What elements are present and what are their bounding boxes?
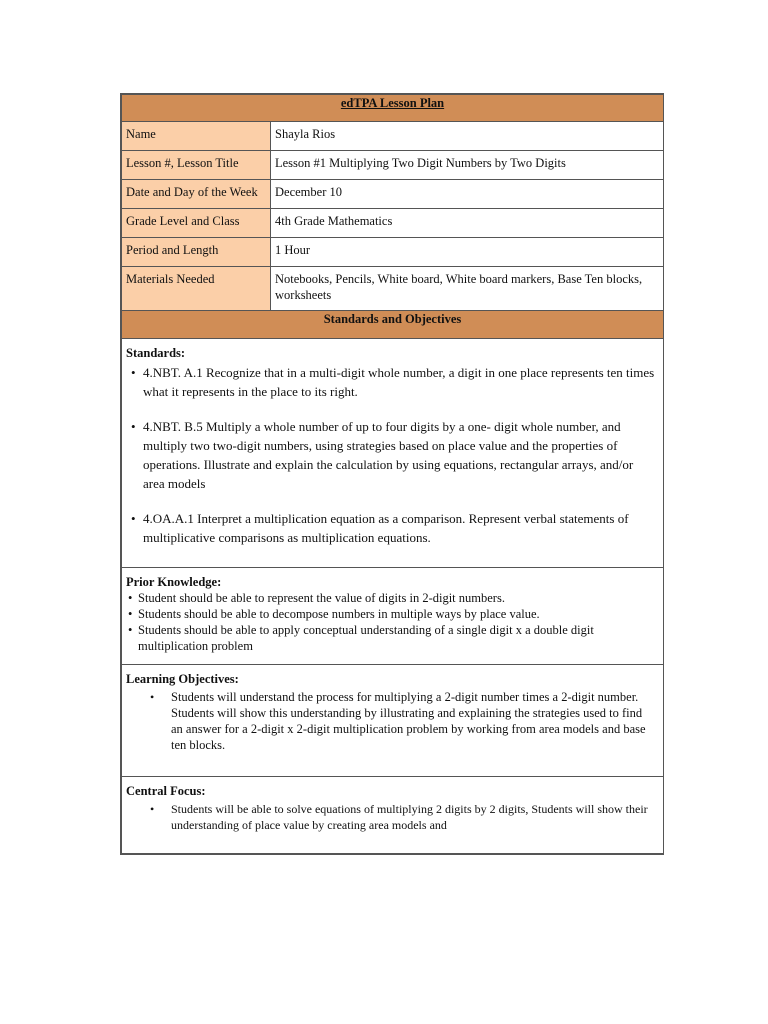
section-title: Learning Objectives: [126,672,239,686]
list-item: • Students will be able to solve equations of multiplying 2 digits by 2 digits, Students will show their understanding of place value by creating area models and [150,802,648,832]
central-focus-list [126,801,657,833]
standards-list [126,363,657,547]
list-item: • 4.NBT. B.5 Multiply a whole number of up to four digits by a one- digit whole number, and multiply two two-digit numbers, using strategies based on place value and the properties of operations. Illustrate and explain the calculation by using equations, rectangular arrays, and/or area models [131,419,634,491]
list-item: • Students should be able to apply conceptual understanding of a single digit x a double digit multiplication problem [128,623,594,653]
info-row-lesson [122,151,664,180]
bullet: • [131,419,136,434]
row-label: Materials Needed [122,267,271,311]
row-label: Name [122,122,271,151]
bullet: • [128,607,133,621]
bullet: • [150,802,155,816]
row-value: Shayla Rios [271,122,664,151]
row-value: Notebooks, Pencils, White board, White board markers, Base Ten blocks, worksheets [271,267,664,311]
bullet: • [128,591,133,605]
bullet: • [131,365,136,380]
row-label: Lesson #, Lesson Title [122,151,271,180]
row-value: 4th Grade Mathematics [271,209,664,238]
bullet: • [128,623,133,637]
standards-section [122,339,664,568]
list-item: • 4.NBT. A.1 Recognize that in a multi-digit whole number, a digit in one place represents ten times what it represents in the place to its right. [131,365,655,399]
row-label: Date and Day of the Week [122,180,271,209]
row-value: Lesson #1 Multiplying Two Digit Numbers by Two Digits [271,151,664,180]
learning-objectives-section [122,665,664,777]
info-row-date [122,180,664,209]
lesson-plan-table [121,94,664,854]
info-row-name [122,122,664,151]
prior-knowledge-list [126,590,657,654]
learning-objectives-list [126,689,657,753]
lesson-plan-document [120,93,664,855]
list-item: • Student should be able to represent the value of digits in 2-digit numbers. [128,591,505,605]
document-title: edTPA Lesson Plan [122,95,664,122]
info-row-grade [122,209,664,238]
section-title: Standards: [126,346,186,360]
info-row-period [122,238,664,267]
row-value: December 10 [271,180,664,209]
standards-objectives-header: Standards and Objectives [122,311,664,339]
list-item: • 4.OA.A.1 Interpret a multiplication equation as a comparison. Represent verbal statements of multiplicative comparisons as multiplication equations. [131,511,629,545]
row-value: 1 Hour [271,238,664,267]
central-focus-section [122,777,664,854]
info-row-materials [122,267,664,311]
prior-knowledge-section [122,568,664,665]
bullet: • [150,690,155,704]
section-title: Prior Knowledge: [126,575,222,589]
bullet: • [131,511,136,526]
section-title: Central Focus: [126,784,206,798]
list-item: • Students will understand the process for multiplying a 2-digit number times a 2-digit number. Students will show this understanding by illustrating and explaining the strategies used to find an answer for a 2-digit x 2-digit multiplication problem by working from area models and base ten blocks. [150,690,646,752]
list-item: • Students should be able to decompose numbers in multiple ways by place value. [128,607,540,621]
row-label: Grade Level and Class [122,209,271,238]
row-label: Period and Length [122,238,271,267]
